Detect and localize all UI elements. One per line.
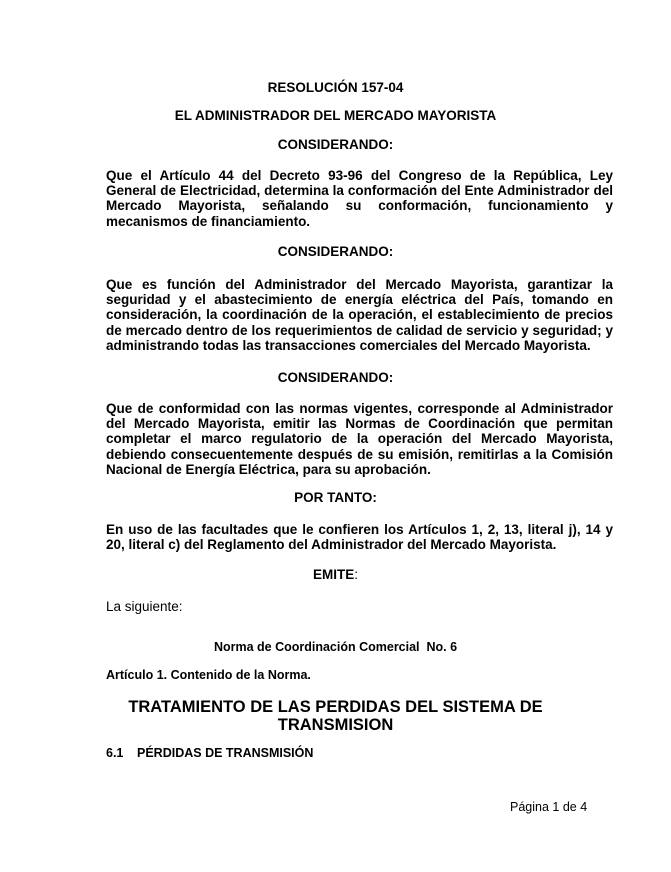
paragraph-4: En uso de las facultades que le confieren los Artículos 1, 2, 13, literal j), 14 y 20, literal c) del Reglamento del Administrador del Mercado Mayorista. (106, 522, 613, 553)
considerando-heading-3: CONSIDERANDO: (277, 370, 394, 385)
la-siguiente-text: La siguiente: (106, 599, 183, 614)
main-title-line-2: TRANSMISION (277, 716, 394, 734)
authority-heading: EL ADMINISTRADOR DEL MERCADO MAYORISTA (174, 108, 497, 123)
paragraph-1: Que el Artículo 44 del Decreto 93-96 del Congreso de la República, Ley General de Electricidad, determina la conformación del Ente Administrador del Mercado Mayorista, señalando su conformación, funcionamiento y mecanismos de financiamiento. (106, 168, 613, 229)
section-title: PÉRDIDAS DE TRANSMISIÓN (137, 746, 314, 760)
por-tanto-heading: POR TANTO: (294, 490, 377, 505)
resolution-title: RESOLUCIÓN 157-04 (267, 80, 404, 95)
emite-heading (0, 567, 671, 582)
emite-colon: : (354, 567, 359, 582)
articulo-1: Artículo 1. Contenido de la Norma. (106, 668, 311, 682)
emite-label: EMITE (312, 567, 355, 582)
norma-title: Norma de Coordinación Comercial No. 6 (213, 640, 458, 654)
paragraph-3: Que de conformidad con las normas vigentes, corresponde al Administrador del Mercado Mayorista, emitir las Normas de Coordinación que permitan completar el marco regulatorio de la operación del Mercado Mayorista, debiendo consecuentemente después de su emisión, remitirlas a la Comisión Nacional de Energía Eléctrica, para su aprobación. (106, 401, 613, 477)
considerando-heading-1: CONSIDERANDO: (277, 137, 394, 152)
section-number: 6.1 (106, 746, 124, 760)
main-title-line-1: TRATAMIENTO DE LAS PERDIDAS DEL SISTEMA DE (128, 698, 543, 716)
considerando-heading-2: CONSIDERANDO: (277, 244, 394, 259)
page-footer: Página 1 de 4 (510, 800, 588, 814)
paragraph-2: Que es función del Administrador del Mercado Mayorista, garantizar la seguridad y el abastecimiento de energía eléctrica del País, tomando en consideración, la coordinación de la operación, el establecimiento de precios de mercado dentro de los requerimientos de calidad de servicio y seguridad; y administrando todas las transacciones comerciales del Mercado Mayorista. (106, 277, 613, 353)
